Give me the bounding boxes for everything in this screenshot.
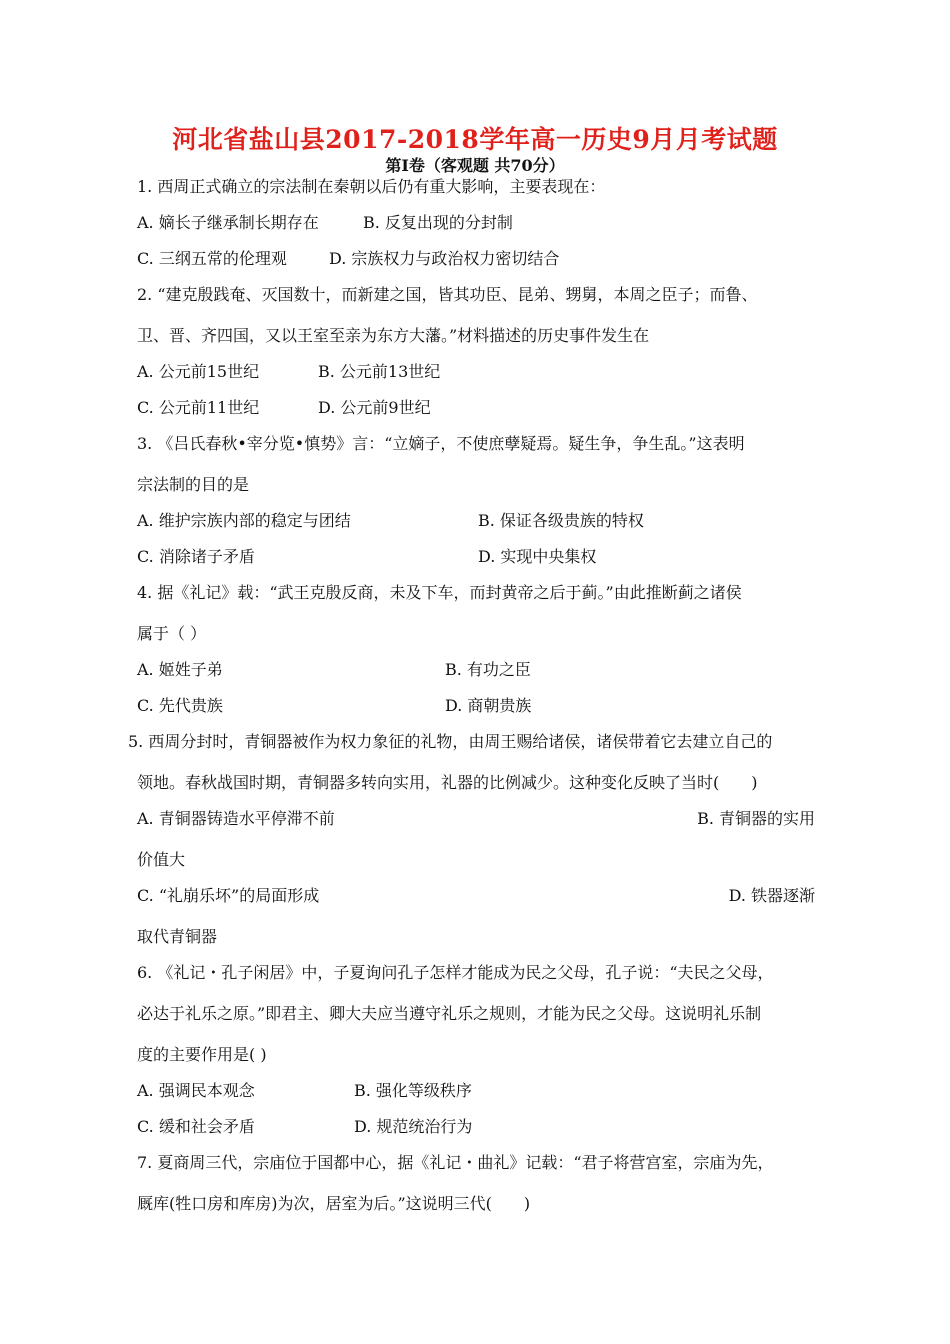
- question-3-stem-line-1: 3. 《吕氏春秋•宰分览•慎势》言：“立嫡子，不使庶孽疑焉。疑生争，争生乱。”这表明: [137, 434, 745, 453]
- question-2-option-d: D. 公元前9世纪: [318, 398, 431, 417]
- question-2-option-a: A. 公元前15世纪: [137, 362, 260, 381]
- question-6-stem-line-2: 必达于礼乐之原。”即君主、卿大夫应当遵守礼乐之规则，才能为民之父母。这说明礼乐制: [137, 1004, 762, 1023]
- question-5-option-c: C. “礼崩乐坏”的局面形成: [137, 886, 320, 905]
- question-5-stem-line-2: 领地。春秋战国时期，青铜器多转向实用，礼器的比例减少。这种变化反映了当时( ): [137, 773, 758, 792]
- question-6-option-a: A. 强调民本观念: [137, 1081, 255, 1100]
- question-2-stem-line-2: 卫、晋、齐四国，又以王室至亲为东方大藩。”材料描述的历史事件发生在: [137, 326, 650, 345]
- question-1-option-c: C. 三纲五常的伦理观: [137, 249, 287, 268]
- question-4-stem-line-1: 4. 据《礼记》载：“武王克殷反商，未及下车，而封黄帝之后于蓟。”由此推断蓟之诸侯: [137, 583, 742, 602]
- question-5-option-a: A. 青铜器铸造水平停滞不前: [137, 809, 335, 828]
- question-1-option-d: D. 宗族权力与政治权力密切结合: [329, 249, 560, 268]
- question-2-option-c: C. 公元前11世纪: [137, 398, 260, 417]
- question-1-option-a: A. 嫡长子继承制长期存在: [137, 213, 319, 232]
- question-3-stem-line-2: 宗法制的目的是: [137, 475, 250, 494]
- question-3-option-a: A. 维护宗族内部的稳定与团结: [137, 511, 351, 530]
- question-5-option-b: B. 青铜器的实用: [697, 809, 815, 828]
- question-4-option-a: A. 姬姓子弟: [137, 660, 223, 679]
- question-6-stem-line-3: 度的主要作用是( ): [137, 1045, 267, 1064]
- question-4-option-d: D. 商朝贵族: [445, 696, 532, 715]
- question-6-stem-line-1: 6. 《礼记・孔子闲居》中，子夏询问孔子怎样才能成为民之父母，孔子说：“夫民之父母，: [137, 963, 774, 982]
- question-7-stem-line-2: 厩库(牲口房和库房)为次，居室为后。”这说明三代( ): [137, 1194, 531, 1213]
- section-subtitle: 第Ⅰ卷（客观题 共70分）: [385, 156, 565, 175]
- question-4-option-b: B. 有功之臣: [445, 660, 531, 679]
- question-6-option-b: B. 强化等级秩序: [354, 1081, 472, 1100]
- question-2-stem-line-1: 2. “建克殷践奄、灭国数十，而新建之国，皆其功臣、昆弟、甥舅，本周之臣子；而鲁、: [137, 285, 758, 304]
- page-title: 河北省盐山县2017-2018学年高一历史9月月考试题: [172, 125, 778, 154]
- question-7-stem-line-1: 7. 夏商周三代，宗庙位于国都中心，据《礼记・曲礼》记载：“君子将营宫室，宗庙为先，: [137, 1153, 774, 1172]
- question-4-option-c: C. 先代贵族: [137, 696, 223, 715]
- question-1-option-b: B. 反复出现的分封制: [363, 213, 513, 232]
- question-1-stem: 1. 西周正式确立的宗法制在秦朝以后仍有重大影响，主要表现在：: [137, 177, 606, 196]
- question-6-option-d: D. 规范统治行为: [354, 1117, 473, 1136]
- question-4-stem-line-2: 属于（ ）: [137, 624, 207, 643]
- question-5-stem-line-1: 5. 西周分封时，青铜器被作为权力象征的礼物，由周王赐给诸侯，诸侯带着它去建立自己的: [128, 732, 773, 751]
- question-3-option-c: C. 消除诸子矛盾: [137, 547, 255, 566]
- question-5-option-d: D. 铁器逐渐: [728, 886, 815, 905]
- question-3-option-b: B. 保证各级贵族的特权: [478, 511, 644, 530]
- question-2-option-b: B. 公元前13世纪: [318, 362, 441, 381]
- question-5-option-b-wrap: 价值大: [137, 850, 186, 869]
- question-3-option-d: D. 实现中央集权: [478, 547, 597, 566]
- question-5-option-d-wrap: 取代青铜器: [137, 927, 218, 946]
- question-6-option-c: C. 缓和社会矛盾: [137, 1117, 255, 1136]
